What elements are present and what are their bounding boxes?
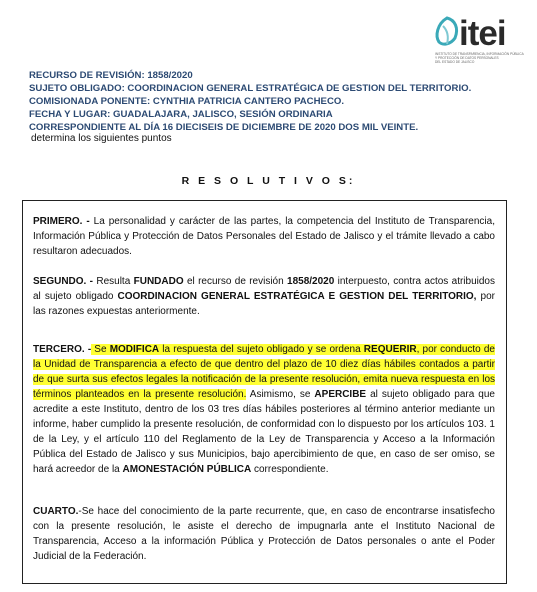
label-primero: PRIMERO. - (33, 216, 90, 227)
tercero-requerir: REQUERIR (363, 344, 417, 355)
segundo-case-number: 1858/2020 (287, 276, 335, 287)
paragraph-segundo (33, 274, 495, 319)
tercero-apercibe: APERCIBE (314, 389, 367, 400)
label-cuarto: CUARTO. (33, 506, 79, 517)
header-correspondiente: CORRESPONDIENTE AL DÍA 16 DIECISEIS DE DICIEMBRE DE 2020 DOS MIL VEINTE. (29, 122, 419, 133)
header-fecha: FECHA Y LUGAR: GUADALAJARA, JALISCO, SESIÓN ORDINARIA (29, 109, 333, 120)
segundo-text-3: interpuesto, contra actos atribuidos al sujeto obligado (33, 276, 495, 302)
segundo-text-1: Resulta (93, 276, 134, 287)
header-sujeto: SUJETO OBLIGADO: COORDINACION GENERAL ESTRATÉGICA DE GESTION DEL TERRITORIO. (29, 83, 472, 94)
section-title: R E S O L U T I V O S: (181, 175, 356, 187)
segundo-text-2: el recurso de revisión (183, 276, 288, 287)
paragraph-tercero (33, 342, 495, 477)
determina-text: determina los siguientes puntos (31, 133, 172, 144)
resolutivos-box (22, 200, 507, 584)
case-header (29, 69, 509, 134)
header-recurso: RECURSO DE REVISIÓN: 1858/2020 (29, 70, 193, 81)
itei-leaf-icon (433, 14, 461, 52)
header-comisionada: COMISIONADA PONENTE: CYNTHIA PATRICIA CANTERO PACHECO. (29, 96, 344, 107)
tercero-modifica: MODIFICA (109, 344, 160, 355)
tercero-text-3: correspondiente. (251, 464, 329, 475)
tercero-highlight-1: Se (91, 344, 110, 355)
tercero-text-1: Asimismo, se (246, 389, 315, 400)
tercero-text-2: al sujeto obligado para que acredite a este Instituto, dentro de los 03 tres días hábiles posteriores al término anterior mediante un informe, haber cumplido la presente resolución, de conformidad con lo dispuesto por los artículos 103. 1 de la Ley, y el artículo 110 del Reglamento de la Ley de Transparencia y Acceso a la Información Pública del Estado de Jalisco y sus Municipios, bajo apercibimiento de que, en caso de ser omiso, se hará acreedor de la (33, 389, 495, 475)
tercero-highlight-2: la respuesta del sujeto obligado y se ordena (159, 344, 364, 355)
label-segundo: SEGUNDO. - (33, 276, 94, 287)
itei-subtitle: INSTITUTO DE TRANSPARENCIA, INFORMACIÓN PÚBLICA Y PROTECCIÓN DE DATOS PERSONALES DEL ESTADO DE JALISCO (435, 52, 524, 64)
segundo-subject: COORDINACION GENERAL ESTRATÉGICA E GESTION DEL TERRITORIO, (117, 291, 477, 302)
tercero-amonestacion: AMONESTACIÓN PÚBLICA (122, 464, 252, 475)
text-primero: La personalidad y carácter de las partes, la competencia del Instituto de Transparencia, Información Pública y Protección de Datos Personales del Estado de Jalisco y el trámite llevado a cabo resultaron adecuados. (33, 216, 495, 257)
tercero-highlight-3: , por conducto de la Unidad de Transparencia a efecto de que dentro del plazo de 10 diez días hábiles contados a partir de que surta sus efectos legales la notificación de la presente resolución, emita nueva respuesta en los términos planteados en la presente resolución. (33, 344, 495, 400)
paragraph-cuarto (33, 504, 495, 564)
segundo-fundado: FUNDADO (133, 276, 184, 287)
paragraph-primero (33, 214, 495, 259)
itei-logo (433, 14, 529, 66)
segundo-text-4: por las razones expuestas anteriormente. (33, 291, 496, 317)
text-cuarto: -Se hace del conocimiento de la parte recurrente, que, en caso de encontrarse insatisfecho con la presente resolución, le asiste el derecho de impugnarla ante el Instituto Nacional de Transparencia, Acceso a la información Pública y Protección de Datos personales o ante el Poder Judicial de la Federación. (33, 506, 495, 562)
itei-wordmark: itei (459, 14, 506, 53)
label-tercero: TERCERO. - (33, 344, 92, 355)
